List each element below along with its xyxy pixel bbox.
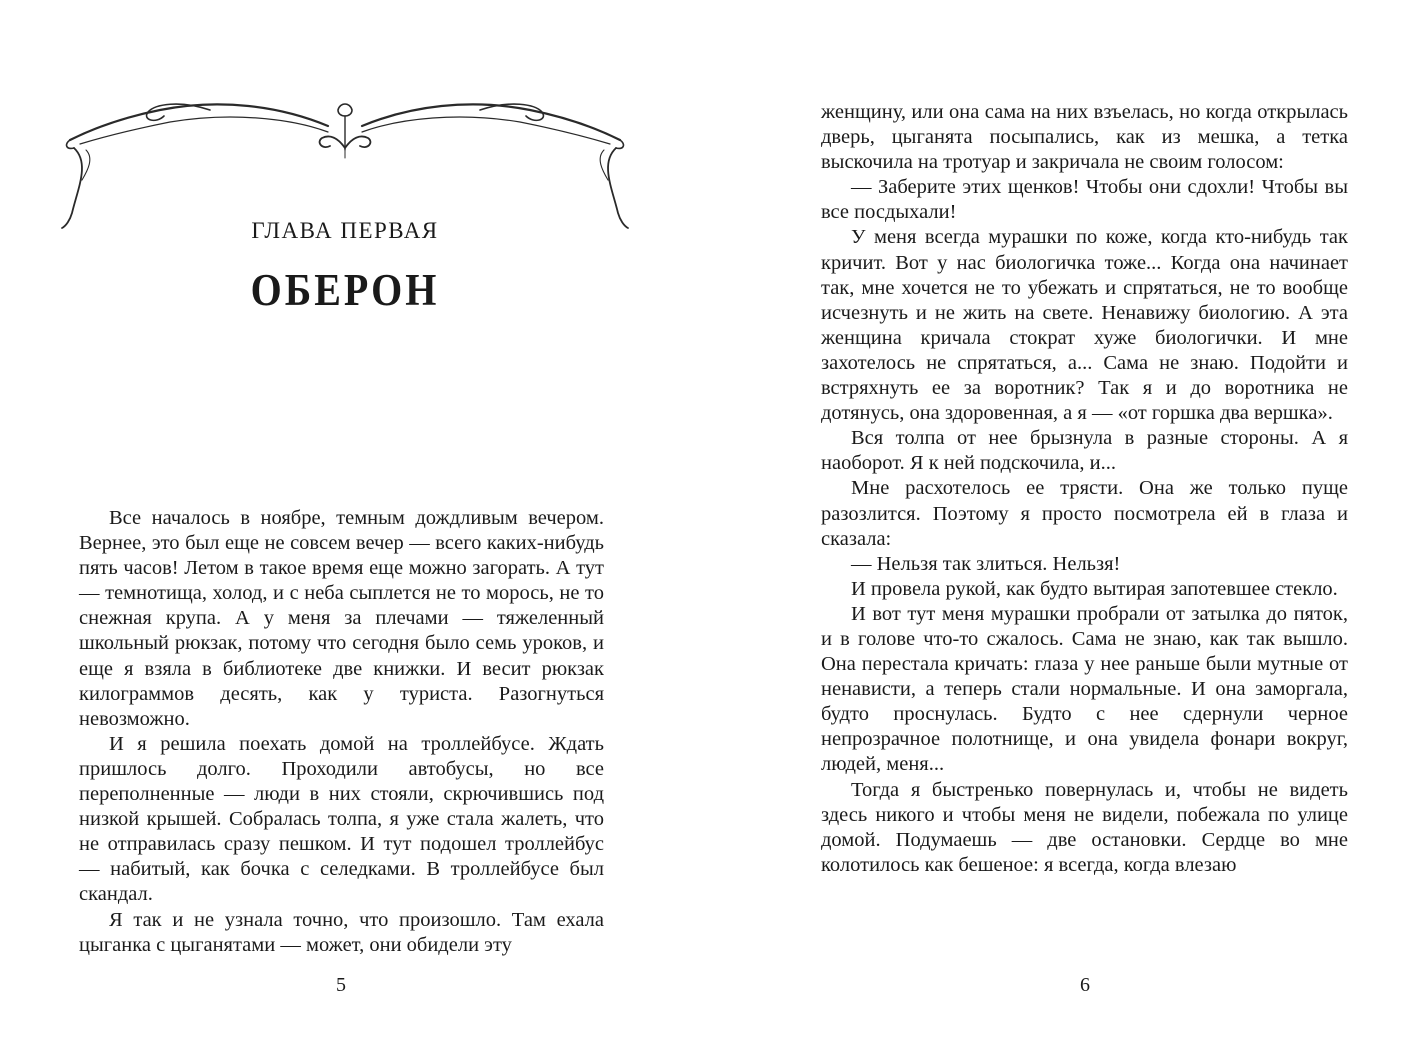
- paragraph: — Заберите этих щенков! Чтобы они сдохли! Чтобы вы все посдыхали!: [821, 176, 1348, 224]
- chapter-title: ОБЕРОН: [250, 263, 440, 316]
- decorative-ornament-icon: [60, 88, 630, 238]
- paragraph: Вся толпа от нее брызнула в разные стороны. А я наоборот. Я к ней подскочила, и...: [821, 427, 1348, 475]
- paragraph: Тогда я быстренько повернулась и, чтобы не видеть здесь никого и чтобы меня не видели, побежала по улице домой. Подумаешь — две остановки. Сердце во мне колотилось как бешеное: я всегда, когда влезаю: [821, 778, 1348, 876]
- paragraph: Я так и не узнала точно, что произошло. Там ехала цыганка с цыганятами — может, они обидели эту: [79, 908, 604, 956]
- left-body-text: [79, 506, 604, 958]
- paragraph: И я решила поехать домой на троллейбусе. Ждать пришлось долго. Проходили автобусы, но все переполненные — люди в них стояли, скрючившись под низкой крышей. Собралась толпа, я уже стала жалеть, что не отправилась сразу пешком. И тут подошел троллейбус — набитый, как бочка с селедками. В троллейбусе был скандал.: [79, 732, 604, 906]
- paragraph: И вот тут меня мурашки пробрали от затылка до пяток, и в голове что-то сжалось. Сама не знаю, как так вышло. Она перестала кричать: глаза у нее раньше были мутные от ненависти, а теперь стали нормальные. И она заморгала, будто проснулась. Будто с нее сдернули черное непрозрачное полотнище, и она увидела фонари вокруг, людей, меня...: [821, 602, 1348, 776]
- right-body-text: [821, 100, 1348, 878]
- paragraph: — Нельзя так злиться. Нельзя!: [851, 552, 1121, 575]
- left-page: [0, 0, 711, 1045]
- paragraph: женщину, или она сама на них взъелась, но когда открылась дверь, цыганята посыпались, как из мешка, а тетка выскочила на тротуар и закричала не своим голосом:: [821, 101, 1348, 174]
- paragraph: У меня всегда мурашки по коже, когда кто-нибудь так кричит. Вот у нас биологичка тоже... Когда она начинает так, мне хочется не то убежать и спрятаться, не то вообще исчезнуть и не жить на свете. Ненавижу биологию. А эта женщина кричала стократ хуже биологички. И мне захотелось не спрятаться, а... Сама не знаю. Подойти и встряхнуть ее за воротник? Так я и до воротника не дотянусь, она здоровенная, а я — «от горшка два вершка».: [821, 226, 1348, 425]
- paragraph: И провела рукой, как будто вытирая запотевшее стекло.: [851, 577, 1338, 600]
- chapter-label: ГЛАВА ПЕРВАЯ: [251, 218, 439, 243]
- right-page: [711, 0, 1423, 1045]
- paragraph: Все началось в ноябре, темным дождливым вечером. Вернее, это был еще не совсем вечер — всего каких-нибудь пять часов! Летом в такое время еще можно загорать. А тут — темнотища, холод, и с неба сыплется не то морось, не то снежная крупа. А у меня за плечами — тяжеленный школьный рюкзак, потому что сегодня было семь уроков, и еще я взяла в библиотеке две книжки. И весит рюкзак килограммов десять, как у туриста. Разогнуться невозможно.: [79, 507, 604, 730]
- paragraph: Мне расхотелось ее трясти. Она же только пуще разозлится. Поэтому я просто посмотрела ей в глаза и сказала:: [821, 477, 1348, 550]
- page-number: 5: [336, 974, 346, 996]
- page-number: 6: [1080, 974, 1090, 996]
